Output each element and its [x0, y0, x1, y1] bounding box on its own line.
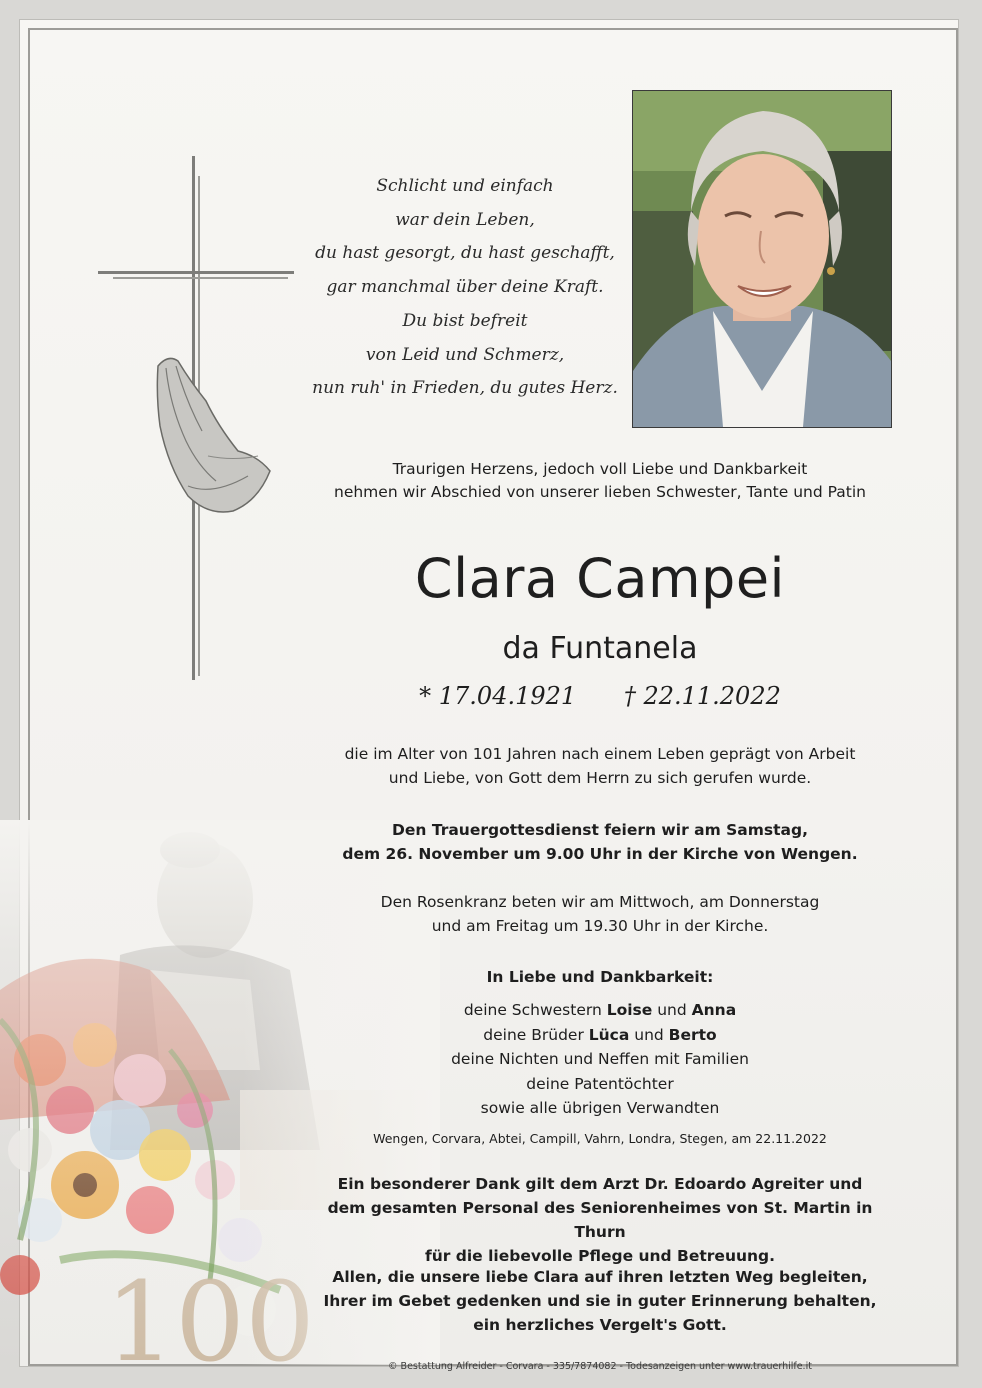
poem-line: nun ruh' in Frieden, du gutes Herz. [312, 378, 618, 399]
poem [300, 170, 630, 406]
portrait-photo [632, 90, 892, 428]
rosary-line: und am Freitag um 19.30 Uhr in der Kirche. [431, 917, 769, 935]
closing-thanks [300, 1265, 900, 1337]
mourners-sisters [300, 998, 900, 1023]
conjunction: und [629, 1025, 669, 1044]
praying-hands-icon [157, 358, 270, 512]
closing-line: ein herzliches Vergelt's Gott. [473, 1316, 727, 1334]
thanks-line: für die liebevolle Pflege und Betreuung. [424, 1247, 776, 1265]
death-date: † 22.11.2022 [623, 682, 781, 710]
poem-line: Schlicht und einfach [376, 176, 554, 196]
mourners-line: deine Nichten und Neffen mit Familien [451, 1050, 749, 1069]
age-text [300, 742, 900, 790]
poem-line: war dein Leben, [395, 209, 535, 230]
sisters-label: deine Schwestern [463, 1001, 607, 1019]
brother-name: Lüca [588, 1025, 630, 1044]
funeral-service-info [300, 818, 900, 866]
life-dates [300, 680, 900, 712]
age-line: und Liebe, von Gott dem Herrn zu sich gerufen wurde. [388, 769, 812, 787]
cross-with-praying-hands-icon [98, 156, 298, 686]
service-line: Den Trauergottesdienst feiern wir am Samstag, [392, 821, 808, 839]
mourners-brothers [300, 1023, 900, 1048]
intro-line: nehmen wir Abschied von unserer lieben Schwester, Tante und Patin [334, 483, 866, 501]
poem-line: von Leid und Schmerz, [365, 344, 565, 365]
birth-date: * 17.04.1921 [419, 682, 577, 710]
deceased-house-name: da Funtanela [502, 631, 698, 666]
brothers-label: deine Brüder [483, 1025, 589, 1044]
rosary-info [300, 890, 900, 938]
intro-line: Traurigen Herzens, jedoch voll Liebe und Dankbarkeit [392, 460, 808, 478]
brother-name: Berto [668, 1025, 717, 1044]
special-thanks [300, 1172, 900, 1268]
mourners-line: deine Patentöchter [526, 1074, 674, 1093]
thanks-line: Ein besonderer Dank gilt dem Arzt Dr. Edoardo Agreiter und [337, 1175, 863, 1193]
intro-text [300, 458, 900, 504]
poem-line: du hast gesorgt, du hast geschafft, [315, 243, 615, 264]
service-line: dem 26. November um 9.00 Uhr in der Kirche von Wengen. [342, 845, 858, 863]
closing-line: Ihrer im Gebet gedenken und sie in guter Erinnerung behalten, [323, 1292, 877, 1310]
sister-name: Loise [606, 1001, 653, 1019]
sister-name: Anna [691, 1001, 737, 1019]
conjunction: und [652, 1001, 692, 1019]
closing-line: Allen, die unsere liebe Clara auf ihren letzten Weg begleiten, [332, 1268, 868, 1286]
deceased-name: Clara Campei [414, 547, 786, 610]
poem-line: gar manchmal über deine Kraft. [326, 277, 604, 298]
age-line: die im Alter von 101 Jahren nach einem Leben geprägt von Arbeit [344, 745, 856, 763]
thanks-line: dem gesamten Personal des Seniorenheimes von St. Martin in Thurn [327, 1199, 873, 1241]
mourners-line: sowie alle übrigen Verwandten [480, 1099, 720, 1118]
places-and-date: Wengen, Corvara, Abtei, Campill, Vahrn, Londra, Stegen, am 22.11.2022 [373, 1131, 827, 1146]
mourners-list [300, 998, 900, 1121]
poem-line: Du bist befreit [402, 310, 528, 331]
mourners-heading: In Liebe und Dankbarkeit: [486, 968, 714, 986]
footer-credit: © Bestattung Alfreider - Corvara - 335/7874082 - Todesanzeigen unter www.trauerhilfe.it [388, 1361, 812, 1372]
rosary-line: Den Rosenkranz beten wir am Mittwoch, am Donnerstag [380, 893, 820, 911]
